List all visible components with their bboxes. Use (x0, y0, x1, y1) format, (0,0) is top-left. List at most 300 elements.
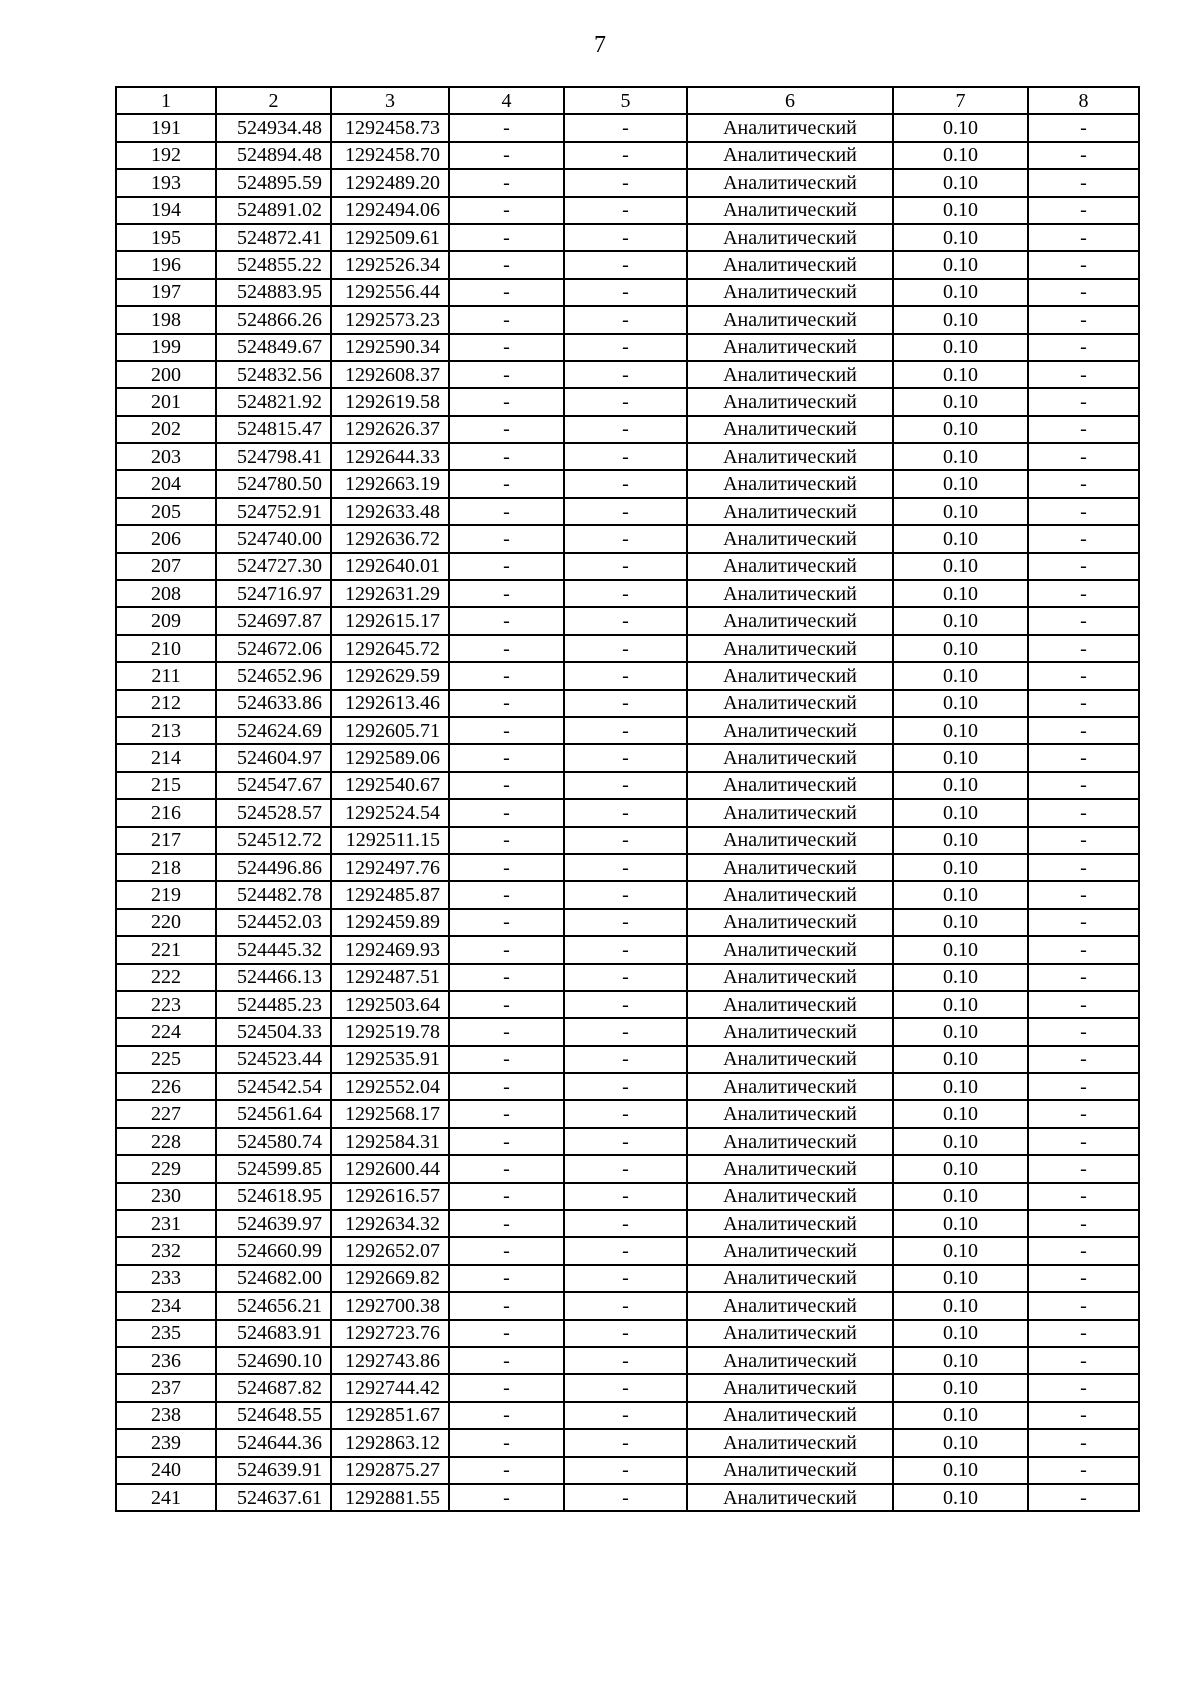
col8-cell: - (1028, 197, 1139, 224)
y-coordinate-cell: 1292669.82 (331, 1265, 449, 1292)
x-coordinate-cell: 524523.44 (216, 1046, 331, 1073)
col8-cell: - (1028, 498, 1139, 525)
col5-cell: - (564, 1320, 687, 1347)
y-coordinate-cell: 1292613.46 (331, 690, 449, 717)
col4-cell: - (449, 1210, 564, 1237)
col4-cell: - (449, 306, 564, 333)
method-cell: Аналитический (687, 224, 893, 251)
x-coordinate-cell: 524872.41 (216, 224, 331, 251)
col5-cell: - (564, 662, 687, 689)
x-coordinate-cell: 524542.54 (216, 1073, 331, 1100)
col5-cell: - (564, 361, 687, 388)
method-cell: Аналитический (687, 1429, 893, 1456)
point-number-cell: 217 (116, 827, 216, 854)
y-coordinate-cell: 1292743.86 (331, 1347, 449, 1374)
table-row (116, 1183, 1139, 1210)
accuracy-cell: 0.10 (893, 635, 1028, 662)
col4-cell: - (449, 1046, 564, 1073)
method-cell: Аналитический (687, 827, 893, 854)
table-row (116, 1429, 1139, 1456)
col5-cell: - (564, 169, 687, 196)
col4-cell: - (449, 580, 564, 607)
point-number-cell: 214 (116, 744, 216, 771)
column-header: 1 (116, 87, 216, 114)
point-number-cell: 195 (116, 224, 216, 251)
table-row (116, 525, 1139, 552)
y-coordinate-cell: 1292590.34 (331, 334, 449, 361)
table-row (116, 909, 1139, 936)
accuracy-cell: 0.10 (893, 1457, 1028, 1484)
col4-cell: - (449, 114, 564, 141)
col5-cell: - (564, 251, 687, 278)
point-number-cell: 224 (116, 1018, 216, 1045)
table-row (116, 416, 1139, 443)
col8-cell: - (1028, 1457, 1139, 1484)
col5-cell: - (564, 1128, 687, 1155)
accuracy-cell: 0.10 (893, 772, 1028, 799)
x-coordinate-cell: 524512.72 (216, 827, 331, 854)
col8-cell: - (1028, 1484, 1139, 1511)
x-coordinate-cell: 524496.86 (216, 854, 331, 881)
x-coordinate-cell: 524716.97 (216, 580, 331, 607)
point-number-cell: 208 (116, 580, 216, 607)
col8-cell: - (1028, 443, 1139, 470)
accuracy-cell: 0.10 (893, 224, 1028, 251)
x-coordinate-cell: 524660.99 (216, 1237, 331, 1264)
col4-cell: - (449, 388, 564, 415)
accuracy-cell: 0.10 (893, 1292, 1028, 1319)
accuracy-cell: 0.10 (893, 361, 1028, 388)
x-coordinate-cell: 524798.41 (216, 443, 331, 470)
x-coordinate-cell: 524633.86 (216, 690, 331, 717)
point-number-cell: 233 (116, 1265, 216, 1292)
point-number-cell: 230 (116, 1183, 216, 1210)
col4-cell: - (449, 279, 564, 306)
accuracy-cell: 0.10 (893, 1155, 1028, 1182)
table-row (116, 690, 1139, 717)
x-coordinate-cell: 524466.13 (216, 964, 331, 991)
col4-cell: - (449, 964, 564, 991)
point-number-cell: 216 (116, 799, 216, 826)
x-coordinate-cell: 524561.64 (216, 1100, 331, 1127)
y-coordinate-cell: 1292600.44 (331, 1155, 449, 1182)
point-number-cell: 236 (116, 1347, 216, 1374)
table-row (116, 334, 1139, 361)
point-number-cell: 211 (116, 662, 216, 689)
col4-cell: - (449, 854, 564, 881)
table-row (116, 1374, 1139, 1401)
y-coordinate-cell: 1292458.73 (331, 114, 449, 141)
point-number-cell: 194 (116, 197, 216, 224)
table-row (116, 498, 1139, 525)
accuracy-cell: 0.10 (893, 717, 1028, 744)
y-coordinate-cell: 1292605.71 (331, 717, 449, 744)
method-cell: Аналитический (687, 580, 893, 607)
point-number-cell: 228 (116, 1128, 216, 1155)
column-header: 3 (331, 87, 449, 114)
x-coordinate-cell: 524648.55 (216, 1402, 331, 1429)
accuracy-cell: 0.10 (893, 909, 1028, 936)
col4-cell: - (449, 361, 564, 388)
x-coordinate-cell: 524687.82 (216, 1374, 331, 1401)
column-header: 5 (564, 87, 687, 114)
y-coordinate-cell: 1292631.29 (331, 580, 449, 607)
accuracy-cell: 0.10 (893, 1374, 1028, 1401)
y-coordinate-cell: 1292573.23 (331, 306, 449, 333)
col5-cell: - (564, 443, 687, 470)
y-coordinate-cell: 1292469.93 (331, 936, 449, 963)
col5-cell: - (564, 744, 687, 771)
point-number-cell: 226 (116, 1073, 216, 1100)
col8-cell: - (1028, 1347, 1139, 1374)
x-coordinate-cell: 524821.92 (216, 388, 331, 415)
col4-cell: - (449, 635, 564, 662)
y-coordinate-cell: 1292634.32 (331, 1210, 449, 1237)
x-coordinate-cell: 524683.91 (216, 1320, 331, 1347)
table-row (116, 1210, 1139, 1237)
x-coordinate-cell: 524482.78 (216, 881, 331, 908)
x-coordinate-cell: 524452.03 (216, 909, 331, 936)
method-cell: Аналитический (687, 279, 893, 306)
method-cell: Аналитический (687, 1402, 893, 1429)
method-cell: Аналитический (687, 690, 893, 717)
accuracy-cell: 0.10 (893, 690, 1028, 717)
col5-cell: - (564, 142, 687, 169)
col5-cell: - (564, 1210, 687, 1237)
col8-cell: - (1028, 114, 1139, 141)
col8-cell: - (1028, 1402, 1139, 1429)
col4-cell: - (449, 744, 564, 771)
point-number-cell: 227 (116, 1100, 216, 1127)
y-coordinate-cell: 1292485.87 (331, 881, 449, 908)
col8-cell: - (1028, 525, 1139, 552)
accuracy-cell: 0.10 (893, 114, 1028, 141)
col4-cell: - (449, 443, 564, 470)
method-cell: Аналитический (687, 1457, 893, 1484)
col5-cell: - (564, 525, 687, 552)
table-row (116, 169, 1139, 196)
accuracy-cell: 0.10 (893, 416, 1028, 443)
col8-cell: - (1028, 991, 1139, 1018)
y-coordinate-cell: 1292744.42 (331, 1374, 449, 1401)
col8-cell: - (1028, 744, 1139, 771)
col4-cell: - (449, 1183, 564, 1210)
col8-cell: - (1028, 1100, 1139, 1127)
table-row (116, 717, 1139, 744)
y-coordinate-cell: 1292640.01 (331, 553, 449, 580)
x-coordinate-cell: 524672.06 (216, 635, 331, 662)
method-cell: Аналитический (687, 388, 893, 415)
method-cell: Аналитический (687, 1484, 893, 1511)
y-coordinate-cell: 1292645.72 (331, 635, 449, 662)
point-number-cell: 241 (116, 1484, 216, 1511)
col5-cell: - (564, 416, 687, 443)
col8-cell: - (1028, 1018, 1139, 1045)
y-coordinate-cell: 1292589.06 (331, 744, 449, 771)
point-number-cell: 213 (116, 717, 216, 744)
col4-cell: - (449, 142, 564, 169)
col8-cell: - (1028, 1128, 1139, 1155)
table-row (116, 1046, 1139, 1073)
col4-cell: - (449, 827, 564, 854)
col4-cell: - (449, 416, 564, 443)
col5-cell: - (564, 553, 687, 580)
col4-cell: - (449, 1100, 564, 1127)
col5-cell: - (564, 1155, 687, 1182)
x-coordinate-cell: 524682.00 (216, 1265, 331, 1292)
method-cell: Аналитический (687, 525, 893, 552)
col5-cell: - (564, 991, 687, 1018)
col8-cell: - (1028, 909, 1139, 936)
method-cell: Аналитический (687, 1347, 893, 1374)
accuracy-cell: 0.10 (893, 525, 1028, 552)
method-cell: Аналитический (687, 251, 893, 278)
point-number-cell: 198 (116, 306, 216, 333)
x-coordinate-cell: 524656.21 (216, 1292, 331, 1319)
col5-cell: - (564, 854, 687, 881)
method-cell: Аналитический (687, 717, 893, 744)
accuracy-cell: 0.10 (893, 197, 1028, 224)
accuracy-cell: 0.10 (893, 607, 1028, 634)
point-number-cell: 235 (116, 1320, 216, 1347)
x-coordinate-cell: 524580.74 (216, 1128, 331, 1155)
accuracy-cell: 0.10 (893, 169, 1028, 196)
col8-cell: - (1028, 1292, 1139, 1319)
point-number-cell: 197 (116, 279, 216, 306)
table-row (116, 881, 1139, 908)
x-coordinate-cell: 524934.48 (216, 114, 331, 141)
table-row (116, 306, 1139, 333)
col5-cell: - (564, 306, 687, 333)
point-number-cell: 210 (116, 635, 216, 662)
accuracy-cell: 0.10 (893, 854, 1028, 881)
y-coordinate-cell: 1292524.54 (331, 799, 449, 826)
col8-cell: - (1028, 251, 1139, 278)
accuracy-cell: 0.10 (893, 964, 1028, 991)
y-coordinate-cell: 1292851.67 (331, 1402, 449, 1429)
y-coordinate-cell: 1292540.67 (331, 772, 449, 799)
table-row (116, 744, 1139, 771)
accuracy-cell: 0.10 (893, 1100, 1028, 1127)
col4-cell: - (449, 909, 564, 936)
y-coordinate-cell: 1292556.44 (331, 279, 449, 306)
y-coordinate-cell: 1292526.34 (331, 251, 449, 278)
col8-cell: - (1028, 772, 1139, 799)
col4-cell: - (449, 936, 564, 963)
col5-cell: - (564, 936, 687, 963)
col5-cell: - (564, 1073, 687, 1100)
y-coordinate-cell: 1292584.31 (331, 1128, 449, 1155)
y-coordinate-cell: 1292503.64 (331, 991, 449, 1018)
col4-cell: - (449, 1018, 564, 1045)
accuracy-cell: 0.10 (893, 553, 1028, 580)
x-coordinate-cell: 524855.22 (216, 251, 331, 278)
method-cell: Аналитический (687, 169, 893, 196)
x-coordinate-cell: 524690.10 (216, 1347, 331, 1374)
col5-cell: - (564, 717, 687, 744)
col5-cell: - (564, 964, 687, 991)
table-row (116, 251, 1139, 278)
col8-cell: - (1028, 388, 1139, 415)
x-coordinate-cell: 524832.56 (216, 361, 331, 388)
col8-cell: - (1028, 553, 1139, 580)
col5-cell: - (564, 114, 687, 141)
col5-cell: - (564, 1484, 687, 1511)
method-cell: Аналитический (687, 197, 893, 224)
col8-cell: - (1028, 964, 1139, 991)
accuracy-cell: 0.10 (893, 1484, 1028, 1511)
method-cell: Аналитический (687, 1155, 893, 1182)
col4-cell: - (449, 169, 564, 196)
accuracy-cell: 0.10 (893, 662, 1028, 689)
accuracy-cell: 0.10 (893, 388, 1028, 415)
method-cell: Аналитический (687, 1292, 893, 1319)
point-number-cell: 223 (116, 991, 216, 1018)
col8-cell: - (1028, 1183, 1139, 1210)
method-cell: Аналитический (687, 1374, 893, 1401)
accuracy-cell: 0.10 (893, 1128, 1028, 1155)
method-cell: Аналитический (687, 306, 893, 333)
point-number-cell: 212 (116, 690, 216, 717)
method-cell: Аналитический (687, 1320, 893, 1347)
table-row (116, 662, 1139, 689)
col8-cell: - (1028, 306, 1139, 333)
col5-cell: - (564, 1402, 687, 1429)
col5-cell: - (564, 909, 687, 936)
col4-cell: - (449, 607, 564, 634)
point-number-cell: 238 (116, 1402, 216, 1429)
x-coordinate-cell: 524624.69 (216, 717, 331, 744)
col5-cell: - (564, 799, 687, 826)
accuracy-cell: 0.10 (893, 498, 1028, 525)
col8-cell: - (1028, 607, 1139, 634)
method-cell: Аналитический (687, 114, 893, 141)
col8-cell: - (1028, 854, 1139, 881)
column-header: 8 (1028, 87, 1139, 114)
col4-cell: - (449, 717, 564, 744)
table-row (116, 197, 1139, 224)
accuracy-cell: 0.10 (893, 1429, 1028, 1456)
accuracy-cell: 0.10 (893, 1320, 1028, 1347)
table-row (116, 1457, 1139, 1484)
point-number-cell: 203 (116, 443, 216, 470)
method-cell: Аналитический (687, 1018, 893, 1045)
accuracy-cell: 0.10 (893, 744, 1028, 771)
col8-cell: - (1028, 1210, 1139, 1237)
table-row (116, 580, 1139, 607)
table-row (116, 827, 1139, 854)
col8-cell: - (1028, 580, 1139, 607)
point-number-cell: 193 (116, 169, 216, 196)
col5-cell: - (564, 334, 687, 361)
col4-cell: - (449, 224, 564, 251)
x-coordinate-cell: 524528.57 (216, 799, 331, 826)
column-header: 2 (216, 87, 331, 114)
y-coordinate-cell: 1292663.19 (331, 470, 449, 497)
col4-cell: - (449, 690, 564, 717)
col8-cell: - (1028, 416, 1139, 443)
col8-cell: - (1028, 827, 1139, 854)
method-cell: Аналитический (687, 854, 893, 881)
table-row (116, 1292, 1139, 1319)
col4-cell: - (449, 662, 564, 689)
accuracy-cell: 0.10 (893, 827, 1028, 854)
col4-cell: - (449, 525, 564, 552)
x-coordinate-cell: 524894.48 (216, 142, 331, 169)
method-cell: Аналитический (687, 334, 893, 361)
method-cell: Аналитический (687, 1046, 893, 1073)
table-row (116, 1484, 1139, 1511)
col8-cell: - (1028, 142, 1139, 169)
point-number-cell: 232 (116, 1237, 216, 1264)
col8-cell: - (1028, 169, 1139, 196)
col4-cell: - (449, 498, 564, 525)
point-number-cell: 222 (116, 964, 216, 991)
point-number-cell: 221 (116, 936, 216, 963)
col8-cell: - (1028, 936, 1139, 963)
accuracy-cell: 0.10 (893, 306, 1028, 333)
y-coordinate-cell: 1292619.58 (331, 388, 449, 415)
col5-cell: - (564, 1429, 687, 1456)
col5-cell: - (564, 1265, 687, 1292)
x-coordinate-cell: 524652.96 (216, 662, 331, 689)
y-coordinate-cell: 1292723.76 (331, 1320, 449, 1347)
col4-cell: - (449, 1374, 564, 1401)
point-number-cell: 239 (116, 1429, 216, 1456)
table-row (116, 470, 1139, 497)
table-row (116, 361, 1139, 388)
point-number-cell: 202 (116, 416, 216, 443)
point-number-cell: 218 (116, 854, 216, 881)
method-cell: Аналитический (687, 662, 893, 689)
table-row (116, 964, 1139, 991)
col4-cell: - (449, 1429, 564, 1456)
col5-cell: - (564, 1046, 687, 1073)
col4-cell: - (449, 1292, 564, 1319)
y-coordinate-cell: 1292509.61 (331, 224, 449, 251)
col8-cell: - (1028, 334, 1139, 361)
col5-cell: - (564, 607, 687, 634)
y-coordinate-cell: 1292458.70 (331, 142, 449, 169)
method-cell: Аналитический (687, 991, 893, 1018)
col4-cell: - (449, 1484, 564, 1511)
method-cell: Аналитический (687, 498, 893, 525)
y-coordinate-cell: 1292552.04 (331, 1073, 449, 1100)
col4-cell: - (449, 470, 564, 497)
col5-cell: - (564, 224, 687, 251)
col4-cell: - (449, 1155, 564, 1182)
x-coordinate-cell: 524740.00 (216, 525, 331, 552)
accuracy-cell: 0.10 (893, 1210, 1028, 1237)
method-cell: Аналитический (687, 443, 893, 470)
y-coordinate-cell: 1292863.12 (331, 1429, 449, 1456)
y-coordinate-cell: 1292535.91 (331, 1046, 449, 1073)
col5-cell: - (564, 197, 687, 224)
accuracy-cell: 0.10 (893, 580, 1028, 607)
table-row (116, 1347, 1139, 1374)
col8-cell: - (1028, 690, 1139, 717)
col4-cell: - (449, 1347, 564, 1374)
method-cell: Аналитический (687, 416, 893, 443)
col5-cell: - (564, 498, 687, 525)
col4-cell: - (449, 1265, 564, 1292)
method-cell: Аналитический (687, 881, 893, 908)
accuracy-cell: 0.10 (893, 1046, 1028, 1073)
method-cell: Аналитический (687, 1073, 893, 1100)
col4-cell: - (449, 881, 564, 908)
col4-cell: - (449, 1237, 564, 1264)
col5-cell: - (564, 1292, 687, 1319)
